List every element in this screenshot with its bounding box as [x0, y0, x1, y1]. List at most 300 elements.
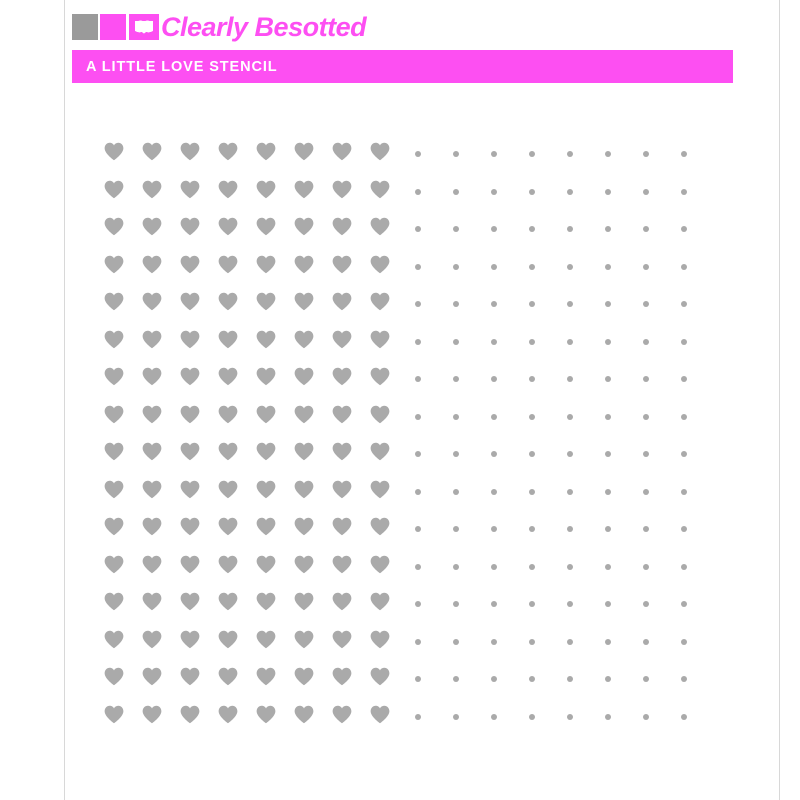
stencil-dot-icon [415, 639, 421, 645]
stencil-heart-icon [218, 254, 238, 279]
stencil-dot-shape [681, 414, 687, 420]
stencil-heart-icon [104, 442, 124, 467]
stencil-dot-shape [453, 639, 459, 645]
logo-square-pink-icon [100, 14, 126, 40]
stencil-dot-icon [643, 376, 649, 382]
stencil-dot-shape [491, 676, 497, 682]
stencil-heart-icon [256, 554, 276, 579]
stencil-dot-icon [681, 189, 687, 195]
stencil-dot-shape [567, 451, 573, 457]
stencil-heart-icon [332, 254, 352, 279]
stencil-dot-icon [491, 714, 497, 720]
stencil-dot-shape [453, 676, 459, 682]
stencil-dot-icon [415, 414, 421, 420]
stencil-dot-icon [453, 564, 459, 570]
stencil-dot-icon [605, 601, 611, 607]
stencil-dot-shape [605, 639, 611, 645]
stencil-dot-icon [643, 151, 649, 157]
stencil-heart-icon [180, 517, 200, 542]
stencil-heart-icon [180, 404, 200, 429]
stencil-dot-icon [681, 414, 687, 420]
stencil-heart-icon [104, 404, 124, 429]
stencil-heart-icon [218, 592, 238, 617]
stencil-heart-icon [104, 367, 124, 392]
stencil-dot-shape [491, 226, 497, 232]
stencil-dot-shape [491, 564, 497, 570]
stencil-dot-shape [529, 264, 535, 270]
stencil-heart-icon [332, 592, 352, 617]
stencil-dot-icon [453, 339, 459, 345]
stencil-dot-shape [681, 601, 687, 607]
stencil-dot-shape [453, 301, 459, 307]
stencil-dot-icon [567, 301, 573, 307]
stencil-dot-shape [567, 489, 573, 495]
stencil-dot-shape [681, 339, 687, 345]
stencil-heart-icon [294, 292, 314, 317]
stencil-heart-icon [104, 254, 124, 279]
stencil-dot-shape [415, 714, 421, 720]
stencil-dot-icon [453, 264, 459, 270]
stencil-dot-icon [529, 639, 535, 645]
stencil-dot-icon [415, 264, 421, 270]
stencil-heart-icon [142, 592, 162, 617]
stencil-heart-icon [256, 217, 276, 242]
stencil-heart-icon [294, 554, 314, 579]
stencil-heart-icon [332, 554, 352, 579]
stencil-dot-icon [453, 451, 459, 457]
stencil-dot-icon [643, 339, 649, 345]
stencil-dot-icon [453, 714, 459, 720]
stencil-heart-icon [104, 179, 124, 204]
stencil-dot-shape [415, 676, 421, 682]
stencil-dot-shape [415, 414, 421, 420]
stencil-dot-icon [529, 151, 535, 157]
product-title-bar [72, 50, 733, 83]
stencil-dot-icon [415, 189, 421, 195]
stencil-dot-icon [415, 489, 421, 495]
stencil-heart-icon [332, 479, 352, 504]
stencil-dot-icon [643, 676, 649, 682]
stencil-heart-icon [294, 329, 314, 354]
stencil-dot-icon [605, 526, 611, 532]
stencil-dot-shape [491, 414, 497, 420]
stencil-dot-shape [415, 189, 421, 195]
stencil-dot-shape [491, 526, 497, 532]
stencil-dot-icon [681, 564, 687, 570]
stencil-dot-icon [529, 189, 535, 195]
stencil-dot-icon [643, 564, 649, 570]
stencil-dot-shape [567, 376, 573, 382]
stencil-dot-shape [453, 489, 459, 495]
stencil-dot-shape [643, 339, 649, 345]
stencil-dot-shape [415, 339, 421, 345]
stencil-dot-icon [567, 489, 573, 495]
stencil-dot-icon [415, 676, 421, 682]
stencil-heart-icon [104, 329, 124, 354]
stencil-dot-shape [605, 714, 611, 720]
stencil-dot-icon [681, 451, 687, 457]
brand-logo [72, 10, 366, 44]
stencil-dot-icon [567, 189, 573, 195]
stencil-dot-icon [491, 639, 497, 645]
stencil-heart-icon [294, 704, 314, 729]
stencil-dot-icon [529, 564, 535, 570]
stencil-dot-shape [453, 451, 459, 457]
stencil-dot-shape [453, 564, 459, 570]
stencil-dot-icon [529, 526, 535, 532]
stencil-heart-icon [218, 479, 238, 504]
stencil-heart-icon [142, 179, 162, 204]
stencil-heart-icon [256, 404, 276, 429]
stencil-heart-icon [218, 554, 238, 579]
stencil-dot-icon [529, 264, 535, 270]
stencil-heart-icon [180, 179, 200, 204]
stencil-heart-icon [218, 292, 238, 317]
stencil-dot-icon [681, 226, 687, 232]
stencil-dot-shape [491, 264, 497, 270]
stencil-dot-icon [605, 339, 611, 345]
stencil-dot-shape [605, 526, 611, 532]
stencil-heart-icon [370, 254, 390, 279]
stencil-dot-icon [605, 451, 611, 457]
stencil-dot-icon [415, 151, 421, 157]
stencil-dot-shape [529, 189, 535, 195]
stencil-dot-shape [491, 151, 497, 157]
stencil-heart-icon [332, 442, 352, 467]
stencil-heart-icon [294, 479, 314, 504]
stencil-heart-icon [180, 629, 200, 654]
stencil-heart-icon [180, 704, 200, 729]
stencil-dot-shape [643, 226, 649, 232]
stencil-heart-icon [294, 367, 314, 392]
stencil-heart-icon [294, 517, 314, 542]
stencil-dot-icon [681, 601, 687, 607]
stencil-dot-icon [491, 489, 497, 495]
stencil-dot-shape [567, 564, 573, 570]
sheet-right-rule [779, 0, 780, 800]
stencil-heart-icon [142, 629, 162, 654]
stencil-dot-shape [567, 226, 573, 232]
stencil-dot-shape [453, 414, 459, 420]
stencil-dot-shape [643, 376, 649, 382]
stencil-heart-icon [294, 254, 314, 279]
stencil-dot-icon [491, 564, 497, 570]
stencil-dot-icon [491, 376, 497, 382]
stencil-dot-shape [681, 714, 687, 720]
stencil-dot-shape [529, 714, 535, 720]
stencil-dot-shape [681, 526, 687, 532]
stencil-dot-icon [681, 639, 687, 645]
stencil-dot-shape [491, 376, 497, 382]
stencil-heart-icon [256, 592, 276, 617]
stencil-dot-shape [643, 714, 649, 720]
stencil-dot-icon [643, 189, 649, 195]
stencil-dot-icon [681, 264, 687, 270]
stencil-heart-icon [294, 179, 314, 204]
stencil-heart-icon [104, 217, 124, 242]
stencil-dot-icon [529, 489, 535, 495]
stencil-dot-shape [681, 151, 687, 157]
stencil-heart-icon [218, 367, 238, 392]
stencil-dot-icon [605, 639, 611, 645]
stencil-dot-shape [453, 264, 459, 270]
stencil-dot-shape [567, 339, 573, 345]
stencil-dot-shape [415, 526, 421, 532]
stencil-dot-icon [415, 226, 421, 232]
stencil-heart-icon [104, 479, 124, 504]
stencil-dot-icon [681, 714, 687, 720]
stencil-heart-icon [180, 217, 200, 242]
stencil-dot-icon [605, 714, 611, 720]
stencil-dot-shape [681, 451, 687, 457]
stencil-dot-shape [529, 414, 535, 420]
stencil-dot-shape [681, 189, 687, 195]
stencil-heart-icon [142, 292, 162, 317]
stencil-dot-shape [453, 339, 459, 345]
stencil-dot-icon [643, 226, 649, 232]
stencil-dot-shape [605, 151, 611, 157]
stencil-dot-icon [681, 151, 687, 157]
stencil-dot-icon [453, 601, 459, 607]
stencil-heart-icon [256, 479, 276, 504]
stencil-dot-shape [605, 226, 611, 232]
stencil-dot-shape [605, 601, 611, 607]
stencil-dot-icon [491, 451, 497, 457]
stencil-dot-shape [415, 564, 421, 570]
product-title: A LITTLE LOVE STENCIL [86, 58, 278, 75]
stencil-dot-shape [529, 526, 535, 532]
stencil-dot-icon [415, 714, 421, 720]
stencil-heart-icon [256, 667, 276, 692]
stencil-dot-shape [529, 489, 535, 495]
stencil-dot-icon [567, 264, 573, 270]
stencil-dot-icon [605, 376, 611, 382]
stencil-heart-icon [218, 667, 238, 692]
stencil-heart-icon [218, 217, 238, 242]
stencil-dot-shape [491, 489, 497, 495]
stencil-dot-icon [529, 226, 535, 232]
stencil-heart-icon [370, 554, 390, 579]
stencil-heart-icon [332, 629, 352, 654]
stencil-dot-shape [605, 414, 611, 420]
stencil-dot-shape [567, 639, 573, 645]
stencil-heart-icon [104, 592, 124, 617]
stencil-heart-icon [256, 179, 276, 204]
stencil-heart-icon [218, 704, 238, 729]
stencil-heart-icon [218, 442, 238, 467]
stencil-heart-icon [180, 367, 200, 392]
stencil-heart-icon [218, 329, 238, 354]
stencil-dot-icon [567, 714, 573, 720]
stencil-heart-icon [104, 704, 124, 729]
stencil-heart-icon [218, 142, 238, 167]
stencil-dot-shape [605, 564, 611, 570]
stencil-dot-shape [681, 676, 687, 682]
stencil-dot-icon [529, 676, 535, 682]
stencil-dot-shape [415, 601, 421, 607]
stencil-heart-icon [332, 217, 352, 242]
stencil-dot-icon [529, 601, 535, 607]
stencil-heart-icon [370, 479, 390, 504]
stencil-heart-icon [294, 592, 314, 617]
stencil-dot-icon [567, 451, 573, 457]
stencil-heart-icon [256, 292, 276, 317]
stencil-dot-icon [567, 639, 573, 645]
stencil-heart-icon [142, 442, 162, 467]
stencil-dot-shape [453, 714, 459, 720]
stencil-heart-icon [332, 329, 352, 354]
stencil-heart-icon [142, 704, 162, 729]
stencil-dot-icon [415, 526, 421, 532]
stencil-dot-shape [681, 489, 687, 495]
stencil-dot-icon [529, 339, 535, 345]
stencil-dot-icon [681, 526, 687, 532]
stencil-dot-icon [643, 714, 649, 720]
stencil-dot-icon [567, 376, 573, 382]
stencil-heart-icon [180, 142, 200, 167]
stencil-heart-icon [180, 554, 200, 579]
stencil-heart-icon [256, 517, 276, 542]
stencil-dot-shape [605, 189, 611, 195]
stencil-dot-icon [567, 151, 573, 157]
stencil-dot-shape [605, 676, 611, 682]
stencil-heart-icon [142, 217, 162, 242]
stencil-dot-icon [529, 376, 535, 382]
stencil-dot-shape [643, 676, 649, 682]
stencil-dot-icon [567, 226, 573, 232]
stencil-dot-icon [453, 376, 459, 382]
stencil-dot-icon [415, 451, 421, 457]
stencil-dot-shape [491, 714, 497, 720]
stencil-dot-icon [415, 376, 421, 382]
stencil-dot-icon [681, 676, 687, 682]
stencil-heart-icon [370, 217, 390, 242]
stencil-dot-icon [567, 414, 573, 420]
stencil-heart-icon [332, 179, 352, 204]
stencil-heart-icon [370, 517, 390, 542]
stencil-dot-shape [643, 526, 649, 532]
stencil-heart-icon [142, 479, 162, 504]
stencil-heart-icon [218, 517, 238, 542]
stencil-dot-icon [605, 226, 611, 232]
stencil-dot-icon [453, 189, 459, 195]
stencil-dot-icon [643, 601, 649, 607]
stencil-heart-icon [180, 442, 200, 467]
stencil-dot-shape [643, 189, 649, 195]
stencil-dot-shape [529, 601, 535, 607]
stencil-dot-icon [605, 301, 611, 307]
stencil-dot-shape [453, 189, 459, 195]
stencil-heart-icon [370, 442, 390, 467]
stencil-heart-icon [370, 142, 390, 167]
stencil-dot-icon [681, 376, 687, 382]
stencil-dot-shape [643, 564, 649, 570]
stencil-dot-shape [643, 264, 649, 270]
stencil-heart-icon [104, 517, 124, 542]
stencil-dot-shape [605, 376, 611, 382]
stencil-dot-icon [529, 301, 535, 307]
stencil-dot-shape [491, 451, 497, 457]
stencil-dot-icon [643, 451, 649, 457]
stencil-dot-icon [453, 676, 459, 682]
stencil-dot-shape [529, 301, 535, 307]
stencil-dot-icon [491, 601, 497, 607]
stencil-dot-shape [567, 189, 573, 195]
stencil-heart-icon [180, 667, 200, 692]
stencil-heart-icon [104, 554, 124, 579]
sheet-left-rule [64, 0, 65, 800]
stencil-dot-icon [643, 639, 649, 645]
stencil-heart-icon [142, 142, 162, 167]
stencil-dot-shape [491, 301, 497, 307]
stencil-heart-icon [294, 404, 314, 429]
stencil-dot-shape [415, 376, 421, 382]
stencil-heart-icon [104, 667, 124, 692]
stencil-dot-shape [605, 339, 611, 345]
stencil-dot-icon [681, 489, 687, 495]
stencil-heart-icon [218, 179, 238, 204]
stencil-dot-shape [529, 564, 535, 570]
stencil-dot-shape [567, 714, 573, 720]
stencil-heart-icon [370, 404, 390, 429]
stencil-dot-icon [491, 339, 497, 345]
stencil-dot-shape [681, 376, 687, 382]
stencil-heart-icon [294, 217, 314, 242]
stencil-dot-shape [529, 676, 535, 682]
stencil-dot-shape [415, 151, 421, 157]
stencil-dot-icon [491, 151, 497, 157]
stencil-dot-shape [529, 376, 535, 382]
stencil-dot-shape [681, 564, 687, 570]
stencil-dot-icon [605, 676, 611, 682]
stencil-dot-icon [643, 301, 649, 307]
stencil-dot-icon [491, 301, 497, 307]
stencil-dot-shape [681, 639, 687, 645]
stencil-dot-shape [643, 301, 649, 307]
stencil-dot-icon [605, 264, 611, 270]
stencil-dot-icon [491, 676, 497, 682]
stencil-heart-icon [332, 404, 352, 429]
stencil-heart-icon [142, 329, 162, 354]
stencil-dot-shape [453, 376, 459, 382]
stencil-dot-icon [605, 564, 611, 570]
stencil-dot-icon [453, 639, 459, 645]
stencil-dot-icon [643, 414, 649, 420]
stencil-dot-shape [567, 264, 573, 270]
stencil-dot-icon [491, 264, 497, 270]
stencil-heart-icon [256, 254, 276, 279]
stencil-dot-icon [415, 564, 421, 570]
stencil-dot-icon [567, 676, 573, 682]
logo-square-gray-icon [72, 14, 98, 40]
stencil-dot-icon [491, 226, 497, 232]
stencil-dot-shape [643, 151, 649, 157]
stencil-dot-icon [605, 414, 611, 420]
logo-heart-icon [129, 14, 159, 40]
stencil-dot-shape [567, 414, 573, 420]
stencil-dot-shape [453, 526, 459, 532]
stencil-dot-icon [453, 301, 459, 307]
stencil-dot-shape [415, 639, 421, 645]
stencil-dot-shape [643, 414, 649, 420]
stencil-heart-icon [294, 667, 314, 692]
stencil-heart-icon [332, 367, 352, 392]
stencil-dot-icon [605, 151, 611, 157]
stencil-dot-icon [643, 526, 649, 532]
stencil-dot-shape [567, 526, 573, 532]
stencil-heart-icon [218, 629, 238, 654]
stencil-heart-icon [370, 179, 390, 204]
